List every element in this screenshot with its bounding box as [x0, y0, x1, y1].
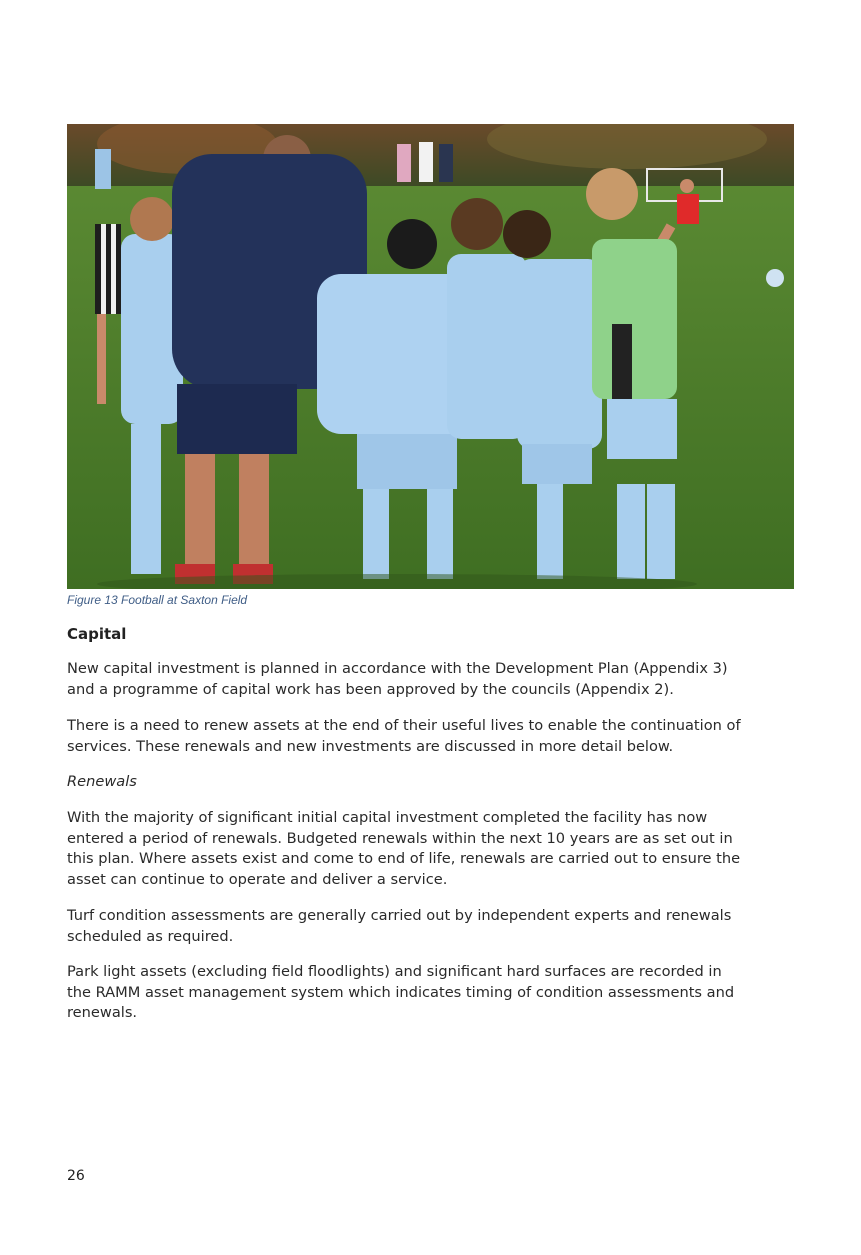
paragraph-line: With the majority of significant initial capital investment completed the facility has now [67, 809, 708, 826]
paragraph-line: renewals. [67, 1004, 138, 1022]
paragraph-turf-assessment [67, 906, 807, 947]
paragraph-line: this plan. Where assets exist and come to end of life, renewals are carried out to ensure the [67, 850, 741, 868]
paragraph-line: entered a period of renewals. Budgeted renewals within the next 10 years are as set out in [67, 829, 733, 847]
paragraph-line: Turf condition assessments are generally carried out by independent experts and renewals [67, 907, 732, 924]
paragraph-park-light-assets [67, 962, 807, 1024]
paragraph-line: New capital investment is planned in accordance with the Development Plan (Appendix 3) [67, 660, 728, 677]
paragraph-line: Park light assets (excluding field floodlights) and significant hard surfaces are recorded in [67, 963, 722, 980]
paragraph-line: asset can continue to operate and deliver a service. [67, 870, 448, 888]
subheading-text: Renewals [67, 773, 137, 790]
paragraph-renew-need [67, 716, 807, 757]
page-number: 26 [67, 1168, 85, 1184]
subheading-renewals [67, 772, 807, 793]
section-heading: Capital [67, 625, 127, 643]
paragraph-capital-plan [67, 659, 807, 700]
paragraph-renewals-period [67, 808, 807, 890]
paragraph-line: There is a need to renew assets at the end of their useful lives to enable the continuation of [67, 717, 741, 734]
paragraph-line: scheduled as required. [67, 927, 234, 945]
football-photo-illustration [67, 124, 794, 589]
paragraph-line: and a programme of capital work has been approved by the councils (Appendix 2). [67, 680, 674, 698]
paragraph-line: the RAMM asset management system which indicates timing of condition assessments and [67, 983, 735, 1001]
paragraph-line: services. These renewals and new investments are discussed in more detail below. [67, 737, 674, 755]
figure-caption: Figure 13 Football at Saxton Field [67, 593, 248, 607]
football-photo [67, 124, 794, 589]
